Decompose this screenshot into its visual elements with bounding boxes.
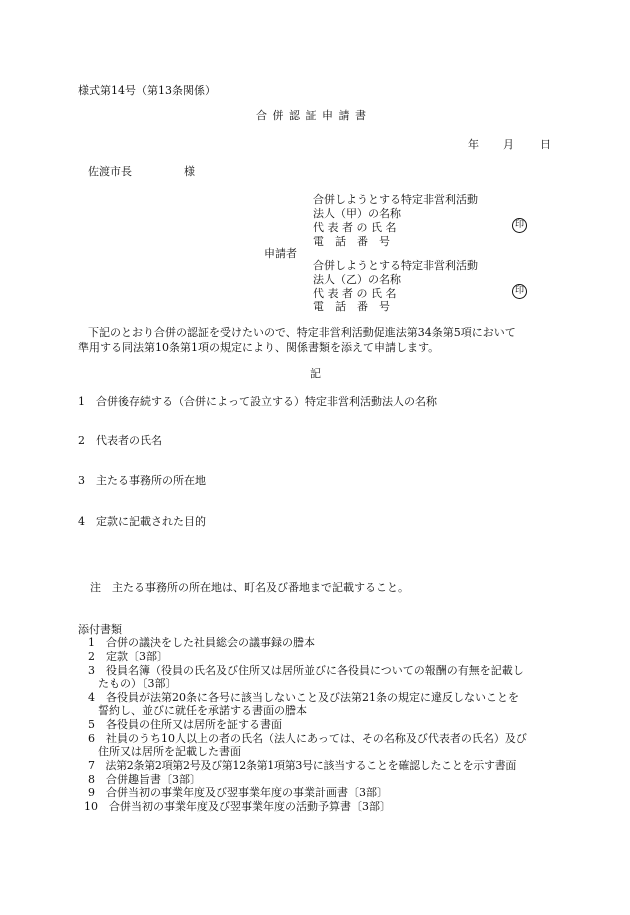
attachment-item: 4 各役員が法第20条に各号に該当しないこと及び法第21条の規定に違反しないことを (88, 691, 519, 704)
attachments-title: 添付書類 (78, 623, 122, 636)
form-number: 様式第14号（第13条関係） (78, 84, 216, 97)
seal-mark-b: 印 (512, 284, 527, 299)
date-day: 日 (540, 138, 551, 151)
attachment-item-continued: 誓約し、並びに就任を承諾する書面の謄本 (98, 704, 307, 717)
date-year: 年 (468, 138, 479, 151)
corp-a-line2: 法人（甲）の名称 (313, 207, 401, 220)
item-corporation-name: 1 合併後存続する（合併によって設立する）特定非営利活動法人の名称 (78, 395, 437, 408)
attachment-item: 10 合併当初の事業年度及び翌事業年度の活動予算書〔3部〕 (84, 800, 391, 813)
attachment-item-continued: たもの）〔3部〕 (98, 677, 177, 690)
attachment-item: 6 社員のうち10人以上の者の氏名（法人にあっては、その名称及び代表者の氏名）及び (88, 732, 527, 745)
date-month: 月 (503, 138, 514, 151)
seal-mark-a: 印 (512, 218, 527, 233)
item-purpose: 4 定款に記載された目的 (78, 515, 206, 528)
attachment-item: 7 法第2条第2項第2号及び第12条第1項第3号に該当することを確認したことを示す書面 (88, 759, 517, 772)
attachment-item: 2 定款〔3部〕 (88, 650, 168, 663)
attachment-item: 1 合併の議決をした社員総会の議事録の謄本 (88, 636, 315, 649)
item-representative-name: 2 代表者の氏名 (78, 434, 162, 447)
body-text-line1: 下記のとおり合併の認証を受けたいので、特定非営利活動促進法第34条第5項において (88, 326, 516, 339)
attachment-item-continued: 住所又は居所を記載した書面 (98, 745, 241, 758)
body-text-line2: 準用する同法第10条第1項の規定により、関係書類を添えて申請します。 (78, 341, 440, 354)
item-office-address: 3 主たる事務所の所在地 (78, 474, 206, 487)
attachment-item: 8 合併趣旨書〔3部〕 (88, 773, 201, 786)
applicant-label: 申請者 (264, 247, 297, 260)
corp-a-line1: 合併しようとする特定非営利活動 (313, 193, 478, 206)
corp-a-phone: 電 話 番 号 (313, 235, 390, 248)
attachment-item: 3 役員名簿（役員の氏名及び住所又は居所並びに各役員についての報酬の有無を記載し (88, 664, 524, 677)
attachment-item: 9 合併当初の事業年度及び翌事業年度の事業計画書〔3部〕 (88, 786, 388, 799)
corp-b-line2: 法人（乙）の名称 (313, 273, 401, 286)
document-title: 合 併 認 証 申 請 書 (256, 109, 367, 122)
ki-heading: 記 (310, 367, 321, 380)
corp-a-representative: 代 表 者 の 氏 名 (313, 221, 397, 234)
corp-b-line1: 合併しようとする特定非営利活動 (313, 259, 478, 272)
attachment-item: 5 各役員の住所又は居所を証する書面 (88, 718, 282, 731)
corp-b-representative: 代 表 者 の 氏 名 (313, 287, 397, 300)
corp-b-phone: 電 話 番 号 (313, 300, 390, 313)
addressee-name: 佐渡市長 (88, 165, 132, 178)
addressee-honorific: 様 (184, 165, 195, 178)
note-text: 注 主たる事務所の所在地は、町名及び番地まで記載すること。 (90, 581, 409, 594)
